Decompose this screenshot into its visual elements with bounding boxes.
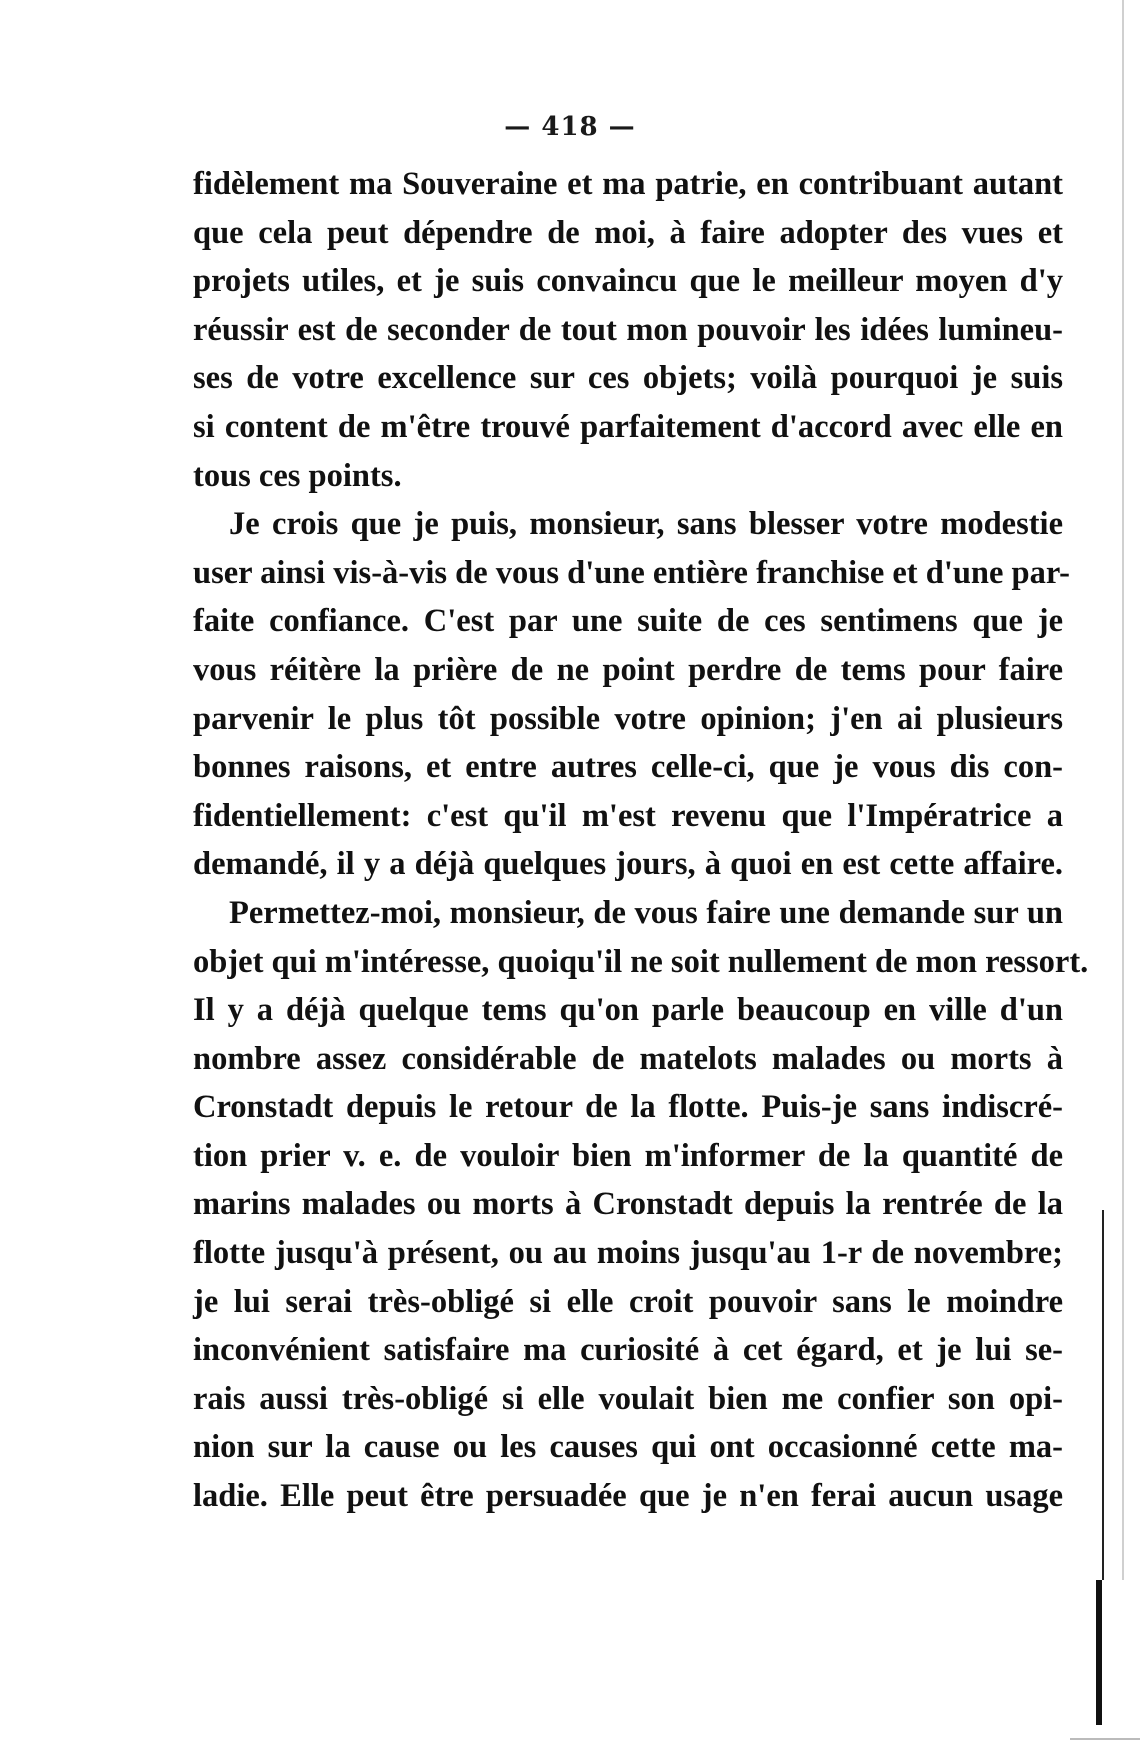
text-line: Je crois que je puis, monsieur, sans blesser votre modestie	[229, 506, 1063, 543]
text-line: nion sur la cause ou les causes qui ont occasionné cette ma-	[193, 1429, 1063, 1466]
text-line: si content de m'être trouvé parfaitement d'accord avec elle en	[193, 408, 1063, 445]
body-text	[193, 160, 1089, 1521]
page-bottom-edge	[1070, 1738, 1140, 1740]
text-line: Il y a déjà quelque tems qu'on parle beaucoup en ville d'un	[193, 992, 1063, 1029]
text-line: inconvénient satisfaire ma curiosité à cet égard, et je lui se-	[193, 1332, 1063, 1369]
text-line: nombre assez considérable de matelots malades ou morts à	[193, 1040, 1063, 1077]
page-number: — 418 —	[504, 112, 636, 142]
page-edge-line	[1122, 0, 1124, 1580]
text-line: objet qui m'intéresse, quoiqu'il ne soit nullement de mon ressort.	[193, 943, 1089, 980]
text-line: user ainsi vis-à-vis de vous d'une entière franchise et d'une par-	[193, 554, 1070, 591]
text-line: réussir est de seconder de tout mon pouvoir les idées lumineu-	[193, 311, 1063, 348]
text-line: rais aussi très-obligé si elle voulait bien me confier son opi-	[193, 1380, 1063, 1417]
text-line: fidentiellement: c'est qu'il m'est revenu que l'Impératrice a	[193, 797, 1063, 834]
page-edge-shadow	[1102, 1210, 1104, 1580]
text-line: flotte jusqu'à présent, ou au moins jusqu'au 1-r de novembre;	[193, 1235, 1063, 1272]
text-line: parvenir le plus tôt possible votre opinion; j'en ai plusieurs	[193, 700, 1063, 737]
text-line: marins malades ou morts à Cronstadt depuis la rentrée de la	[193, 1186, 1063, 1223]
text-line: tion prier v. e. de vouloir bien m'informer de la quantité de	[193, 1137, 1063, 1174]
text-line: Permettez-moi, monsieur, de vous faire une demande sur un	[229, 894, 1063, 931]
text-line: projets utiles, et je suis convaincu que le meilleur moyen d'y	[193, 263, 1063, 300]
text-line: ses de votre excellence sur ces objets; voilà pourquoi je suis	[193, 360, 1063, 397]
text-line: je lui serai très-obligé si elle croit pouvoir sans le moindre	[193, 1283, 1063, 1320]
text-line: demandé, il y a déjà quelques jours, à quoi en est cette affaire.	[193, 846, 1063, 883]
text-line: bonnes raisons, et entre autres celle-ci, que je vous dis con-	[193, 749, 1063, 786]
text-line: Cronstadt depuis le retour de la flotte. Puis-je sans indiscré-	[193, 1089, 1063, 1126]
text-line: ladie. Elle peut être persuadée que je n'en ferai aucun usage	[193, 1478, 1063, 1515]
text-line: fidèlement ma Souveraine et ma patrie, en contribuant autant	[193, 166, 1063, 202]
text-line: que cela peut dépendre de moi, à faire adopter des vues et	[193, 214, 1063, 251]
text-line: vous réitère la prière de ne point perdre de tems pour faire	[193, 651, 1063, 688]
text-line: tous ces points.	[193, 457, 402, 494]
page-edge-binding	[1096, 1580, 1102, 1725]
text-line: faite confiance. C'est par une suite de ces sentimens que je	[193, 603, 1063, 640]
